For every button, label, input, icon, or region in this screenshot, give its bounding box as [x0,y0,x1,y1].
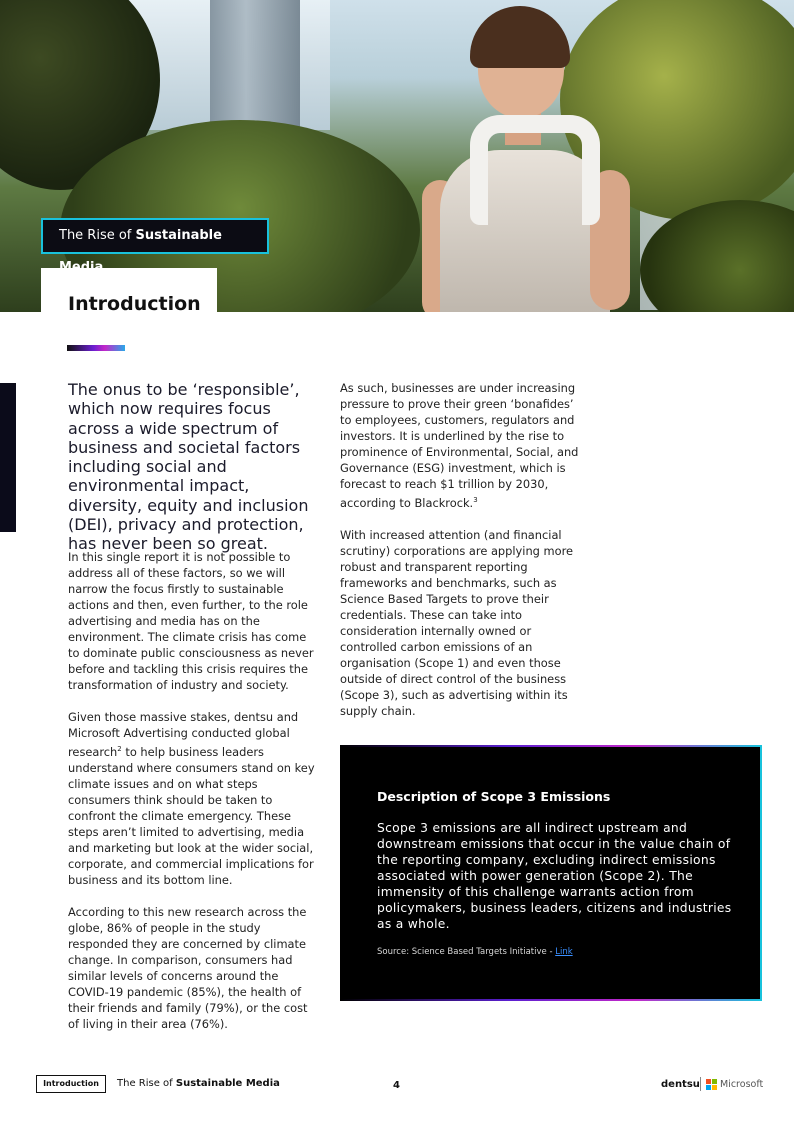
dentsu-logo: dentsu [661,1079,700,1090]
page-number: 4 [393,1080,400,1091]
footer-section-label[interactable]: Introduction [36,1075,106,1093]
page-title: Introduction [68,293,201,315]
footnote-ref: 3 [473,496,478,504]
body-paragraph: With increased attention (and financial scrutiny) corporations are applying more robust and transparent reporting frameworks and benchmarks, such as Science Based Targets to prove their credentials. These can take into consideration internally owned or controlled carbon emissions of an organisation (Scope 1) and even those outside of direct control of the business (Scope 3), such as advertising within its supply chain. [340,527,574,718]
callout-body: Scope 3 emissions are all indirect upstream and downstream emissions that occur in the value chain of the reporting company, excluding indirect emissions associated with power generation (Scope 2). The immensity of this challenge warrants action from policymakers, business leaders, citizens and industries as a whole. [377,821,732,931]
report-title-tag [41,218,269,254]
body-column-right [340,380,584,735]
callout-source: Source: Science Based Targets Initiative - Link [377,947,573,957]
body-paragraph: In this single report it is not possible to address all of these factors, so we will narrow the focus firstly to sustainable actions and then, even further, to the role advertising and media has on the environment. The climate crisis has come to dominate public consciousness as never before and tackling this crisis requires the transformation of industry and society. [68,550,314,692]
report-title-strong: Sustainable [135,228,222,243]
scope3-callout [340,745,762,1001]
brand-divider [700,1077,701,1091]
microsoft-wordmark: Microsoft [720,1079,764,1090]
footer-report-title: The Rise of Sustainable Media [117,1078,280,1089]
body-paragraph: As such, businesses are under increasing pressure to prove their green ‘bonafides’ to employees, customers, regulators and investors. It is underlined by the rise to prominence of Environmental, Social, and Governance (ESG) investment, which is forecast to reach $1 trillion by 2030, according to Blackrock.$^3$ [340,381,579,510]
body-paragraph: According to this new research across the globe, 86% of people in the study responded they are concerned by climate change. In comparison, consumers had similar levels of concerns around the COVID-19 pandemic (85%), the health of their friends and family (79%), or the cost of living in their area (76%). [68,904,308,1031]
report-title-prefix: The Rise of [59,228,136,243]
side-marker-bar [0,383,16,532]
lead-paragraph: The onus to be ‘responsible’, which now requires focus across a wide spectrum of business and societal factors including social and environmental impact, diversity, equity and inclusion (DEI), privacy and protection, has never been so great. [68,380,309,554]
body-column-left [68,549,320,1048]
microsoft-logo-icon [706,1079,717,1090]
footnote-ref: 2 [117,745,122,753]
body-paragraph: Given those massive stakes, dentsu and Microsoft Advertising conducted global research$^2$ to help business leaders understand where consumers stand on key climate issues and on what steps consumers think should be taken to confront the climate emergency. These steps aren’t limited to advertising, media and marketing but look at the wider social, corporate, and commercial implications for business and its bottom line. [68,710,315,887]
source-link[interactable]: Link [555,947,573,957]
hero-photo [0,0,794,312]
accent-gradient-bar [67,345,125,351]
callout-title: Description of Scope 3 Emissions [377,789,611,804]
